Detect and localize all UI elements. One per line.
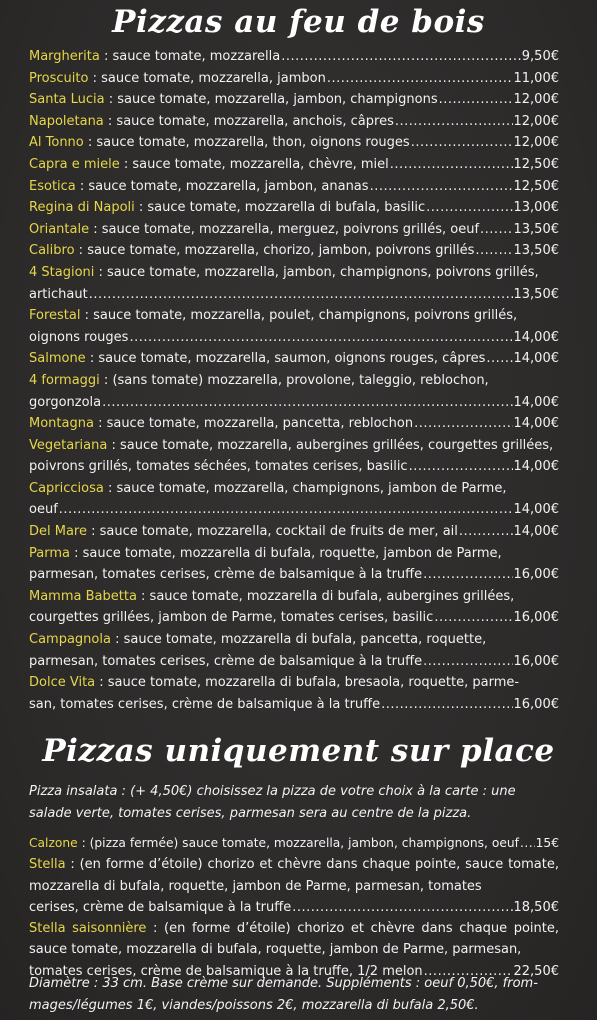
menu-item-price: 14,00€ bbox=[513, 502, 559, 518]
menu-item-ingredients-continued: parmesan, tomates cerises, crème de balsamique à la truffe bbox=[29, 567, 423, 583]
menu-item-price: 15€ bbox=[535, 836, 559, 850]
dot-leader bbox=[390, 154, 513, 176]
menu-item-price-line bbox=[29, 348, 559, 370]
menu-item-description bbox=[29, 521, 458, 543]
dot-leader bbox=[486, 348, 512, 370]
menu-item-name: Stella bbox=[29, 857, 66, 873]
menu-item-price: 13,50€ bbox=[513, 243, 559, 259]
menu-item-description bbox=[29, 543, 559, 565]
menu-item-ingredients-continued: tomates cerises, crème de balsamique à la truffe, 1/2 melon bbox=[29, 963, 423, 979]
menu-item-ingredients: : sauce tomate, mozzarella di bufala, bresaola, roquette, parme- bbox=[95, 675, 520, 691]
menu-item bbox=[29, 854, 559, 918]
menu-item-price-line bbox=[29, 564, 559, 586]
menu-item-price: 14,00€ bbox=[513, 351, 559, 367]
menu-item bbox=[29, 240, 559, 262]
menu-item bbox=[29, 370, 559, 413]
menu-item-ingredients: : sauce tomate, mozzarella, champignons, jambon de Parme, bbox=[103, 480, 507, 496]
menu-item-ingredients: : sauce tomate, mozzarella, chèvre, miel bbox=[119, 156, 389, 172]
menu-item-ingredients: : sauce tomate, mozzarella, saumon, oignons rouges, câpres bbox=[85, 351, 486, 367]
menu-item-ingredients: : sauce tomate, mozzarella, chorizo, jambon, poivrons grillés bbox=[74, 243, 475, 259]
menu-item-name: Del Mare bbox=[29, 524, 87, 540]
menu-item-description bbox=[29, 262, 559, 284]
menu-item bbox=[29, 89, 559, 111]
menu-item-name: Capricciosa bbox=[29, 480, 104, 496]
menu-item bbox=[29, 46, 559, 68]
menu-item bbox=[29, 111, 559, 133]
menu-item bbox=[29, 543, 559, 586]
menu-item-description bbox=[29, 478, 559, 500]
menu-item-price-line bbox=[29, 651, 559, 673]
menu-item-price: 16,00€ bbox=[513, 653, 559, 669]
menu-item bbox=[29, 197, 559, 219]
menu-item-ingredients-continued: san, tomates cerises, crème de balsamique à la truffe bbox=[29, 696, 381, 712]
menu-item-ingredients: : (en forme d’étoile) chorizo et chèvre dans chaque pointe, sauce tomate, mozzarella di bufala, roquette, jambon de Parme, parmesan, bbox=[29, 921, 559, 958]
menu-item-description bbox=[29, 89, 438, 111]
menu-item-price: 18,50€ bbox=[513, 899, 559, 915]
menu-item-price-line bbox=[29, 240, 559, 262]
menu-item-price: 22,50€ bbox=[513, 963, 559, 979]
dot-leader bbox=[434, 607, 512, 629]
menu-item-name: Mamma Babetta bbox=[29, 588, 137, 604]
menu-item-price: 14,00€ bbox=[513, 329, 559, 345]
dot-leader bbox=[281, 46, 521, 68]
menu-item-price-line bbox=[29, 521, 559, 543]
menu-item-ingredients: : sauce tomate, mozzarella di bufala, basilic bbox=[134, 200, 426, 216]
menu-item-ingredients: : sauce tomate, mozzarella di bufala, pancetta, roquette, bbox=[110, 632, 487, 648]
menu-item-description bbox=[29, 154, 389, 176]
menu-item-description bbox=[29, 833, 519, 854]
menu-item-description bbox=[29, 111, 394, 133]
menu-item bbox=[29, 262, 559, 305]
section-title-on-site: Pizzas uniquement sur place bbox=[42, 733, 555, 769]
menu-item-description bbox=[29, 918, 559, 961]
menu-item-ingredients: : sauce tomate, mozzarella, pancetta, reblochon bbox=[93, 416, 414, 432]
menu-item-name: Stella saisonnière bbox=[29, 921, 147, 937]
menu-item bbox=[29, 478, 559, 521]
dot-leader bbox=[89, 284, 513, 306]
menu-item-name: Dolce Vita bbox=[29, 675, 96, 691]
menu-item-ingredients: : sauce tomate, mozzarella, jambon bbox=[88, 70, 326, 86]
menu-item-name: Santa Lucia bbox=[29, 92, 105, 108]
menu-item-price-line bbox=[29, 897, 559, 918]
menu-item-ingredients-continued: artichaut bbox=[29, 286, 88, 302]
menu-item-ingredients: : sauce tomate, mozzarella, cocktail de fruits de mer, ail bbox=[87, 524, 458, 540]
menu-item-description bbox=[29, 854, 559, 897]
menu-item-ingredients: : sauce tomate, mozzarella, jambon, champignons bbox=[104, 92, 438, 108]
dot-leader bbox=[414, 413, 512, 435]
section-title-wood-fired: Pizzas au feu de bois bbox=[112, 4, 485, 40]
menu-item-price-line bbox=[29, 197, 559, 219]
menu-item-name: Calzone bbox=[29, 836, 78, 850]
menu-item-price-line bbox=[29, 327, 559, 349]
menu-item bbox=[29, 219, 559, 241]
menu-item-ingredients-continued: cerises, crème de balsamique à la truffe bbox=[29, 899, 292, 915]
dot-leader bbox=[480, 219, 512, 241]
menu-item-ingredients: : sauce tomate, mozzarella di bufala, roquette, jambon de Parme, bbox=[69, 545, 502, 561]
dot-leader bbox=[459, 521, 513, 543]
menu-item-price-line bbox=[29, 154, 559, 176]
menu-item-ingredients: : sauce tomate, mozzarella, anchois, câpres bbox=[103, 113, 394, 129]
menu-item-ingredients: : sauce tomate, mozzarella, merguez, poivrons grillés, oeuf bbox=[89, 221, 480, 237]
menu-item-price: 16,00€ bbox=[513, 567, 559, 583]
menu-item-description bbox=[29, 240, 474, 262]
menu-item-price-line bbox=[29, 694, 559, 716]
menu-item-price-line bbox=[29, 219, 559, 241]
menu-item-description bbox=[29, 413, 413, 435]
menu-item-name: Margherita bbox=[29, 49, 100, 64]
menu-item bbox=[29, 132, 559, 154]
dot-leader bbox=[475, 240, 512, 262]
dot-leader bbox=[423, 564, 512, 586]
menu-item-description bbox=[29, 370, 559, 392]
menu-item bbox=[29, 413, 559, 435]
menu-item-ingredients: : (en forme d’étoile) chorizo et chèvre dans chaque pointe, sauce tomate, mozzarella di bufala, roquette, jambon de Parme, parmesan, tomates bbox=[29, 857, 559, 894]
menu-item-price-line bbox=[29, 392, 559, 414]
menu-item-description bbox=[29, 435, 559, 457]
menu-item bbox=[29, 435, 559, 478]
menu-item-price-line bbox=[29, 833, 559, 854]
menu-item-description bbox=[29, 132, 410, 154]
menu-item bbox=[29, 348, 559, 370]
menu-item-price: 12,50€ bbox=[513, 178, 559, 194]
menu-item-ingredients: : sauce tomate, mozzarella di bufala, aubergines grillées, bbox=[136, 588, 515, 604]
menu-item-ingredients-continued: courgettes grillées, jambon de Parme, tomates cerises, basilic bbox=[29, 610, 434, 626]
menu-item-ingredients: : sauce tomate, mozzarella, poulet, champignons, poivrons grillés, bbox=[80, 308, 518, 324]
menu-item-description bbox=[29, 672, 559, 694]
menu-item-description bbox=[29, 197, 425, 219]
menu-item bbox=[29, 521, 559, 543]
menu-item-price: 14,00€ bbox=[513, 394, 559, 410]
menu-item-ingredients: : (pizza fermée) sauce tomate, mozzarella, jambon, champignons, oeuf bbox=[77, 836, 519, 850]
menu-item-price: 11,00€ bbox=[513, 70, 559, 86]
menu-item-price: 16,00€ bbox=[513, 610, 559, 626]
menu-item-ingredients-continued: gorgonzola bbox=[29, 394, 102, 410]
on-site-section bbox=[29, 781, 559, 982]
menu-item-price-line bbox=[29, 132, 559, 154]
menu-item-price: 14,00€ bbox=[513, 416, 559, 432]
menu-item-ingredients: : sauce tomate, mozzarella bbox=[99, 49, 281, 64]
menu-item-price: 12,00€ bbox=[513, 113, 559, 129]
dot-leader bbox=[411, 132, 513, 154]
menu-item-ingredients: : (sans tomate) mozzarella, provolone, taleggio, reblochon, bbox=[99, 372, 489, 388]
menu-item-name: Capra e miele bbox=[29, 156, 120, 172]
menu-item-price: 13,50€ bbox=[513, 286, 559, 302]
menu-item-description bbox=[29, 176, 369, 198]
menu-item-description bbox=[29, 629, 559, 651]
menu-item bbox=[29, 305, 559, 348]
menu-item-price-line bbox=[29, 68, 559, 90]
menu-item-description bbox=[29, 305, 559, 327]
menu-item-name: Parma bbox=[29, 545, 70, 561]
menu-item-price: 9,50€ bbox=[521, 49, 559, 64]
menu-item-price: 14,00€ bbox=[513, 524, 559, 540]
menu-item bbox=[29, 68, 559, 90]
menu-item-name: Regina di Napoli bbox=[29, 200, 135, 216]
menu-item-ingredients-continued: oeuf bbox=[29, 502, 58, 518]
menu-item-price: 13,00€ bbox=[513, 200, 559, 216]
menu-item-name: Forestal bbox=[29, 308, 81, 324]
menu-item-price-line bbox=[29, 176, 559, 198]
dot-leader bbox=[59, 499, 513, 521]
on-site-pizza-list bbox=[29, 833, 559, 982]
dot-leader bbox=[102, 392, 512, 414]
menu-footer-note: Diamètre : 33 cm. Base crème sur demande. Suppléments : oeuf 0,50€, from-mages/légumes 1€, viandes/poissons 2€, mozzarella di bufala 2,50€. bbox=[29, 976, 538, 1013]
dot-leader bbox=[292, 897, 512, 918]
menu-item-ingredients-continued: oignons rouges bbox=[29, 329, 129, 345]
dot-leader bbox=[426, 197, 512, 219]
dot-leader bbox=[129, 327, 512, 349]
dot-leader bbox=[423, 651, 512, 673]
dot-leader bbox=[395, 111, 513, 133]
menu-item-name: Al Tonno bbox=[29, 135, 84, 151]
menu-item-name: Oriantale bbox=[29, 221, 90, 237]
menu-item-name: 4 Stagioni bbox=[29, 264, 95, 280]
dot-leader bbox=[409, 456, 513, 478]
menu-item-price: 12,00€ bbox=[513, 135, 559, 151]
menu-item-price-line bbox=[29, 111, 559, 133]
pizza-insalata-note: Pizza insalata : (+ 4,50€) choisissez la pizza de votre choix à la carte : une salade verte, tomates cerises, parmesan sera au centre de la pizza. bbox=[29, 784, 516, 821]
menu-item bbox=[29, 629, 559, 672]
menu-item-price-line bbox=[29, 46, 559, 68]
menu-item-price-line bbox=[29, 607, 559, 629]
menu-item-name: Esotica bbox=[29, 178, 76, 194]
menu-item-name: 4 formaggi bbox=[29, 372, 100, 388]
menu-item bbox=[29, 176, 559, 198]
dot-leader bbox=[327, 68, 513, 90]
menu-item bbox=[29, 586, 559, 629]
menu-item-price-line bbox=[29, 499, 559, 521]
dot-leader bbox=[520, 833, 535, 854]
menu-item-name: Proscuito bbox=[29, 70, 89, 86]
menu-item-description bbox=[29, 68, 326, 90]
menu-item-price: 12,50€ bbox=[513, 156, 559, 172]
menu-item-name: Vegetariana bbox=[29, 437, 108, 453]
menu-item-price: 12,00€ bbox=[513, 92, 559, 108]
menu-item-description bbox=[29, 46, 280, 68]
pizza-list bbox=[29, 46, 559, 715]
menu-item-price-line bbox=[29, 456, 559, 478]
menu-item-price: 13,50€ bbox=[513, 221, 559, 237]
menu-item-ingredients-continued: parmesan, tomates cerises, crème de balsamique à la truffe bbox=[29, 653, 423, 669]
menu-item-ingredients: : sauce tomate, mozzarella, jambon, ananas bbox=[75, 178, 369, 194]
menu-item-price-line bbox=[29, 413, 559, 435]
menu-item-name: Campagnola bbox=[29, 632, 111, 648]
menu-item-ingredients: : sauce tomate, mozzarella, jambon, champignons, poivrons grillés, bbox=[94, 264, 539, 280]
menu-item-name: Napoletana bbox=[29, 113, 104, 129]
menu-item-price: 16,00€ bbox=[513, 696, 559, 712]
menu-item bbox=[29, 833, 559, 854]
menu-item-name: Salmone bbox=[29, 351, 86, 367]
menu-item-description bbox=[29, 348, 485, 370]
menu-item-name: Montagna bbox=[29, 416, 94, 432]
menu-item-description bbox=[29, 586, 559, 608]
menu-item-description bbox=[29, 219, 479, 241]
menu-item-ingredients: : sauce tomate, mozzarella, aubergines grillées, courgettes grillées, bbox=[107, 437, 554, 453]
menu-item-ingredients-continued: poivrons grillés, tomates séchées, tomates cerises, basilic bbox=[29, 459, 408, 475]
menu-item-price: 14,00€ bbox=[513, 459, 559, 475]
menu-item-ingredients: : sauce tomate, mozzarella, thon, oignons rouges bbox=[83, 135, 410, 151]
menu-item bbox=[29, 672, 559, 715]
dot-leader bbox=[370, 176, 513, 198]
menu-item-name: Calibro bbox=[29, 243, 75, 259]
dot-leader bbox=[439, 89, 513, 111]
menu-item-price-line bbox=[29, 89, 559, 111]
menu-item-price-line bbox=[29, 284, 559, 306]
menu-item bbox=[29, 154, 559, 176]
dot-leader bbox=[381, 694, 512, 716]
